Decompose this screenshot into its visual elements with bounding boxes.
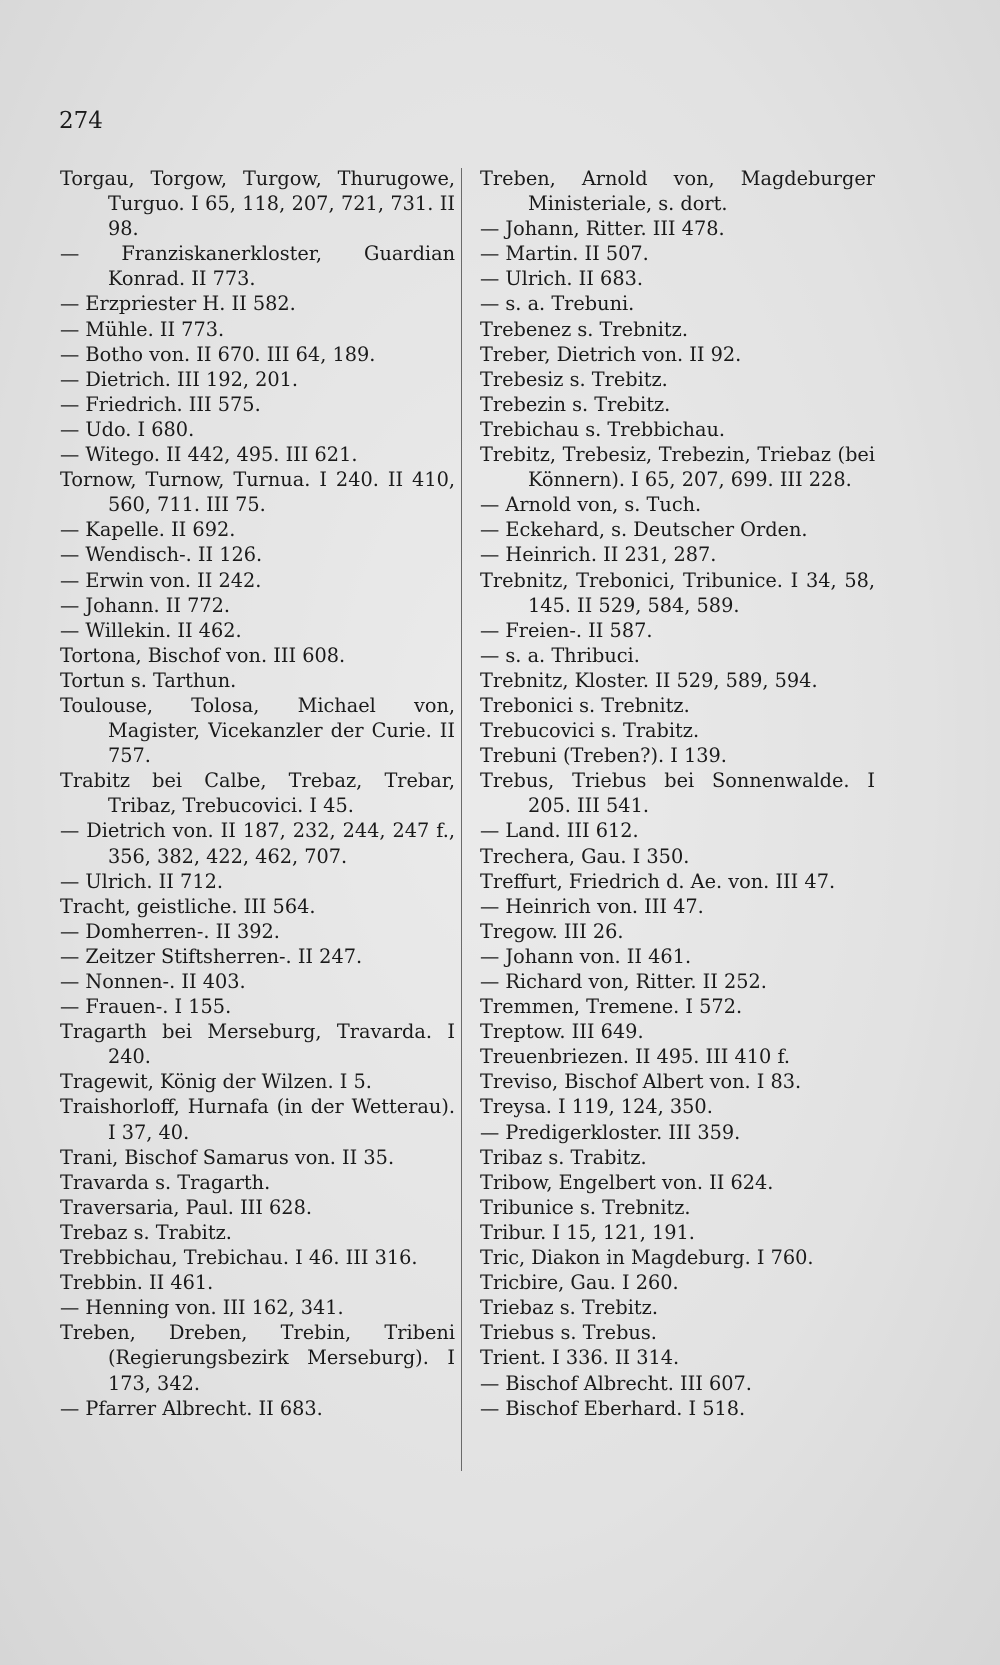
index-entry: — Johann von. II 461. xyxy=(480,944,692,968)
index-entry: — Botho von. II 670. III 64, 189. xyxy=(60,342,376,366)
index-entry: Treffurt, Friedrich d. Ae. von. III 47. xyxy=(480,869,836,893)
index-entry: Traishorloff, Hurnafa (in der Wetterau). I 37, 40. xyxy=(60,1095,455,1144)
index-entry: — Erzpriester H. II 582. xyxy=(60,292,296,316)
index-entry: Trebichau s. Trebbichau. xyxy=(480,417,726,441)
index-entry: Trebucovici s. Trabitz. xyxy=(480,719,700,743)
index-entry: Trebaz s. Trabitz. xyxy=(60,1220,232,1244)
index-entry: — Richard von, Ritter. II 252. xyxy=(480,970,767,993)
index-entry: — Zeitzer Stiftsherren-. II 247. xyxy=(60,944,363,968)
index-entry: Trebezin s. Trebitz. xyxy=(480,392,671,416)
index-entry: Tornow, Turnow, Turnua. I 240. II 410, 560, 711. III 75. xyxy=(60,468,455,517)
index-entry: — Mühle. II 773. xyxy=(60,317,225,341)
index-entry: — Udo. I 680. xyxy=(60,417,195,441)
index-entry: Treviso, Bischof Albert von. I 83. xyxy=(480,1070,802,1094)
index-entry: Trebnitz, Kloster. II 529, 589, 594. xyxy=(480,668,818,692)
right-column xyxy=(480,166,875,1421)
index-entry: — Friedrich. III 575. xyxy=(60,392,261,416)
index-entry: — Eckehard, s. Deutscher Orden. xyxy=(480,518,808,542)
index-entry: Trebuni (Treben?). I 139. xyxy=(480,744,727,768)
index-entry: Tribow, Engelbert von. II 624. xyxy=(480,1170,774,1194)
index-entry: — Heinrich. II 231, 287. xyxy=(480,543,717,567)
index-entry: — s. a. Thribuci. xyxy=(480,643,640,667)
index-entry: — Frauen-. I 155. xyxy=(60,995,232,1019)
index-entry: — Johann. II 772. xyxy=(60,593,231,617)
index-entry: — s. a. Trebuni. xyxy=(480,292,635,316)
index-entry: — Dietrich von. II 187, 232, 244, 247 f., 356, 382, 422, 462, 707. xyxy=(60,819,455,868)
left-column xyxy=(60,166,455,1421)
index-entry: Torgau, Torgow, Turgow, Thurugowe, Turguo. I 65, 118, 207, 721, 731. II 98. xyxy=(60,167,455,241)
index-entry: Trebus, Triebus bei Sonnenwalde. I 205. III 541. xyxy=(480,769,875,818)
index-entry: Toulouse, Tolosa, Michael von, Magister, Vicekanzler der Curie. II 757. xyxy=(60,693,455,768)
index-entry: — Domherren-. II 392. xyxy=(60,919,280,943)
index-entry: — Pfarrer Albrecht. II 683. xyxy=(60,1396,323,1420)
index-entry: — Freien-. II 587. xyxy=(480,618,653,642)
index-entry: Tregow. III 26. xyxy=(480,919,624,943)
index-entry: Trebbin. II 461. xyxy=(60,1271,214,1295)
index-entry: — Johann, Ritter. III 478. xyxy=(480,217,725,241)
index-entry: Tribur. I 15, 121, 191. xyxy=(480,1220,695,1244)
index-entry: Triebaz s. Trebitz. xyxy=(480,1296,658,1320)
index-entry: Tracht, geistliche. III 564. xyxy=(60,894,316,918)
index-entry: Treben, Arnold von, Magdeburger Ministeriale, s. dort. xyxy=(480,167,875,216)
index-entry: Tric, Diakon in Magdeburg. I 760. xyxy=(480,1246,814,1270)
index-entry: Trebbichau, Trebichau. I 46. III 316. xyxy=(60,1246,418,1270)
index-entry: Treben, Dreben, Trebin, Tribeni (Regierungsbezirk Merseburg). I 173, 342. xyxy=(60,1321,455,1395)
index-entry: — Arnold von, s. Tuch. xyxy=(480,493,702,517)
index-entry: — Dietrich. III 192, 201. xyxy=(60,367,299,391)
index-entry: Trebenez s. Trebnitz. xyxy=(480,317,688,341)
index-entry: — Kapelle. II 692. xyxy=(60,518,236,542)
index-entry: — Nonnen-. II 403. xyxy=(60,970,246,993)
column-divider xyxy=(461,168,462,1471)
index-entry: Tortona, Bischof von. III 608. xyxy=(60,643,346,667)
index-entry: Trani, Bischof Samarus von. II 35. xyxy=(60,1145,395,1169)
index-entry: Traversaria, Paul. III 628. xyxy=(60,1195,312,1219)
index-entry: — Martin. II 507. xyxy=(480,242,649,266)
index-entry: Trient. I 336. II 314. xyxy=(480,1346,680,1370)
index-entry: Tricbire, Gau. I 260. xyxy=(480,1271,679,1295)
index-entry: Treuenbriezen. II 495. III 410 f. xyxy=(480,1045,791,1069)
index-entry: Tortun s. Tarthun. xyxy=(60,668,237,692)
index-entry: — Bischof Albrecht. III 607. xyxy=(480,1371,752,1395)
index-entry: — Ulrich. II 683. xyxy=(480,267,643,291)
index-entry: Tremmen, Tremene. I 572. xyxy=(480,995,743,1019)
index-entry: Trechera, Gau. I 350. xyxy=(480,844,690,868)
index-entry: — Henning von. III 162, 341. xyxy=(60,1296,344,1320)
index-entry: Triebus s. Trebus. xyxy=(480,1321,657,1345)
index-entry: Treptow. III 649. xyxy=(480,1020,644,1044)
index-entry: Tragarth bei Merseburg, Travarda. I 240. xyxy=(60,1020,455,1069)
index-entry: Trebitz, Trebesiz, Trebezin, Triebaz (bei Könnern). I 65, 207, 699. III 228. xyxy=(480,443,875,492)
index-entry: Tribunice s. Trebnitz. xyxy=(480,1195,691,1219)
index-entry: Trabitz bei Calbe, Trebaz, Trebar, Tribaz, Trebucovici. I 45. xyxy=(60,769,455,818)
index-entry: — Ulrich. II 712. xyxy=(60,869,223,893)
index-entry: — Erwin von. II 242. xyxy=(60,568,262,592)
index-entry: Trebesiz s. Trebitz. xyxy=(480,367,668,391)
index-entry: — Heinrich von. III 47. xyxy=(480,894,704,918)
index-entry: — Witego. II 442, 495. III 621. xyxy=(60,443,358,467)
index-entry: — Land. III 612. xyxy=(480,819,639,843)
index-entry: Tragewit, König der Wilzen. I 5. xyxy=(60,1070,372,1094)
index-entry: — Willekin. II 462. xyxy=(60,618,242,642)
index-entry: Tribaz s. Trabitz. xyxy=(480,1145,647,1169)
index-entry: — Predigerkloster. III 359. xyxy=(480,1120,741,1144)
page-number: 274 xyxy=(59,108,103,134)
index-entry: — Wendisch-. II 126. xyxy=(60,543,263,567)
index-entry: Travarda s. Tragarth. xyxy=(60,1170,271,1194)
index-entry: Treber, Dietrich von. II 92. xyxy=(480,342,742,366)
index-entry: Treysa. I 119, 124, 350. xyxy=(480,1095,713,1119)
index-entry: Trebnitz, Trebonici, Tribunice. I 34, 58, 145. II 529, 584, 589. xyxy=(480,568,875,617)
index-entry: — Franziskanerkloster, Guardian Konrad. II 773. xyxy=(60,242,455,291)
index-entry: Trebonici s. Trebnitz. xyxy=(480,693,690,717)
index-entry: — Bischof Eberhard. I 518. xyxy=(480,1396,746,1420)
